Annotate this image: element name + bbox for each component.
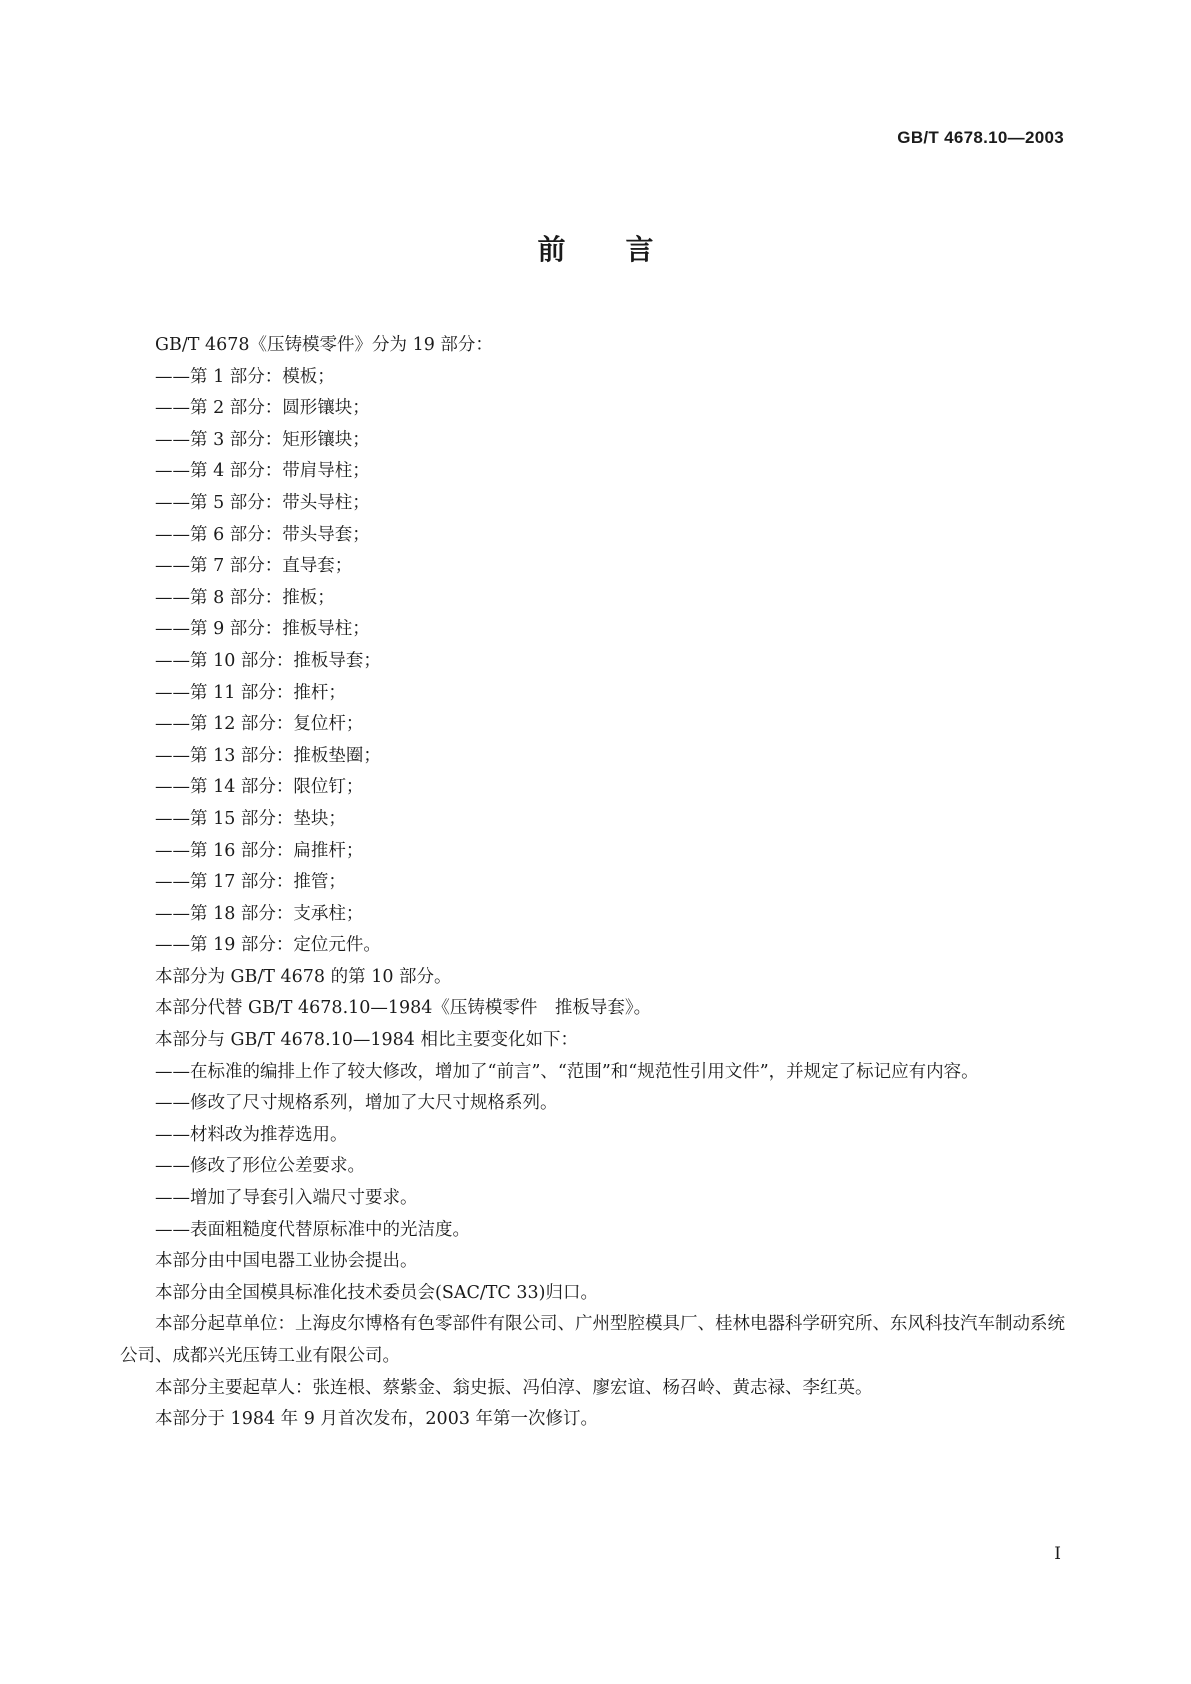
list-item: ——第 6 部分：带头导套； — [155, 524, 370, 545]
paragraph: 本部分于 1984 年 9 月首次发布，2003 年第一次修订。 — [155, 1409, 599, 1430]
list-item: ——第 2 部分：圆形镶块； — [155, 398, 370, 419]
list-item: ——第 17 部分：推管； — [155, 872, 346, 893]
standard-code: GB/T 4678.10—2003 — [897, 128, 1064, 147]
page-title — [0, 228, 1191, 268]
paragraph: 本部分由全国模具标准化技术委员会(SAC/TC 33)归口。 — [155, 1282, 598, 1303]
paragraph: 本部分为 GB/T 4678 的第 10 部分。 — [155, 966, 452, 987]
list-item: ——第 10 部分：推板导套； — [155, 650, 381, 671]
list-item: ——第 12 部分：复位杆； — [155, 714, 364, 735]
list-item: ——第 11 部分：推杆； — [155, 682, 346, 703]
title-char-2: 言 — [625, 233, 654, 266]
change-item: ——修改了尺寸规格系列，增加了大尺寸规格系列。 — [155, 1093, 558, 1114]
change-item: ——增加了导套引入端尺寸要求。 — [155, 1188, 418, 1209]
list-item: ——第 13 部分：推板垫圈； — [155, 745, 381, 766]
page-number: I — [1054, 1544, 1061, 1564]
list-item: ——第 7 部分：直导套； — [155, 556, 353, 577]
change-item: ——表面粗糙度代替原标准中的光洁度。 — [155, 1219, 470, 1240]
foreword-body — [120, 330, 1065, 1436]
title-char-1: 前 — [537, 233, 566, 266]
change-item: ——修改了形位公差要求。 — [155, 1156, 365, 1177]
paragraph: 本部分主要起草人：张连根、蔡紫金、翁史振、冯伯淳、廖宏谊、杨召岭、黄志禄、李红英。 — [155, 1377, 873, 1398]
list-item: ——第 8 部分：推板； — [155, 587, 335, 608]
list-item: ——第 14 部分：限位钉； — [155, 777, 364, 798]
list-item: ——第 15 部分：垫块； — [155, 808, 346, 829]
list-item: ——第 4 部分：带肩导柱； — [155, 461, 370, 482]
list-item: ——第 19 部分：定位元件。 — [155, 935, 381, 956]
list-item: ——第 1 部分：模板； — [155, 366, 335, 387]
paragraph: 本部分与 GB/T 4678.10—1984 相比主要变化如下： — [155, 1030, 578, 1051]
change-item: ——在标准的编排上作了较大修改，增加了“前言”、“范围”和“规范性引用文件”，并规定了标记应有内容。 — [155, 1061, 979, 1082]
list-item: ——第 3 部分：矩形镶块； — [155, 429, 370, 450]
paragraph: 本部分起草单位：上海皮尔博格有色零部件有限公司、广州型腔模具厂、桂林电器科学研究所、东风科技汽车制动系统公司、成都兴光压铸工业有限公司。 — [120, 1314, 1065, 1366]
paragraph: 本部分由中国电器工业协会提出。 — [155, 1251, 418, 1272]
list-item: ——第 5 部分：带头导柱； — [155, 492, 370, 513]
change-item: ——材料改为推荐选用。 — [155, 1124, 348, 1145]
list-item: ——第 16 部分：扁推杆； — [155, 840, 364, 861]
paragraph: 本部分代替 GB/T 4678.10—1984《压铸模零件 推板导套》。 — [155, 998, 652, 1019]
paragraph: GB/T 4678《压铸模零件》分为 19 部分： — [155, 335, 493, 355]
list-item: ——第 9 部分：推板导柱； — [155, 619, 370, 640]
list-item: ——第 18 部分：支承柱； — [155, 903, 364, 924]
